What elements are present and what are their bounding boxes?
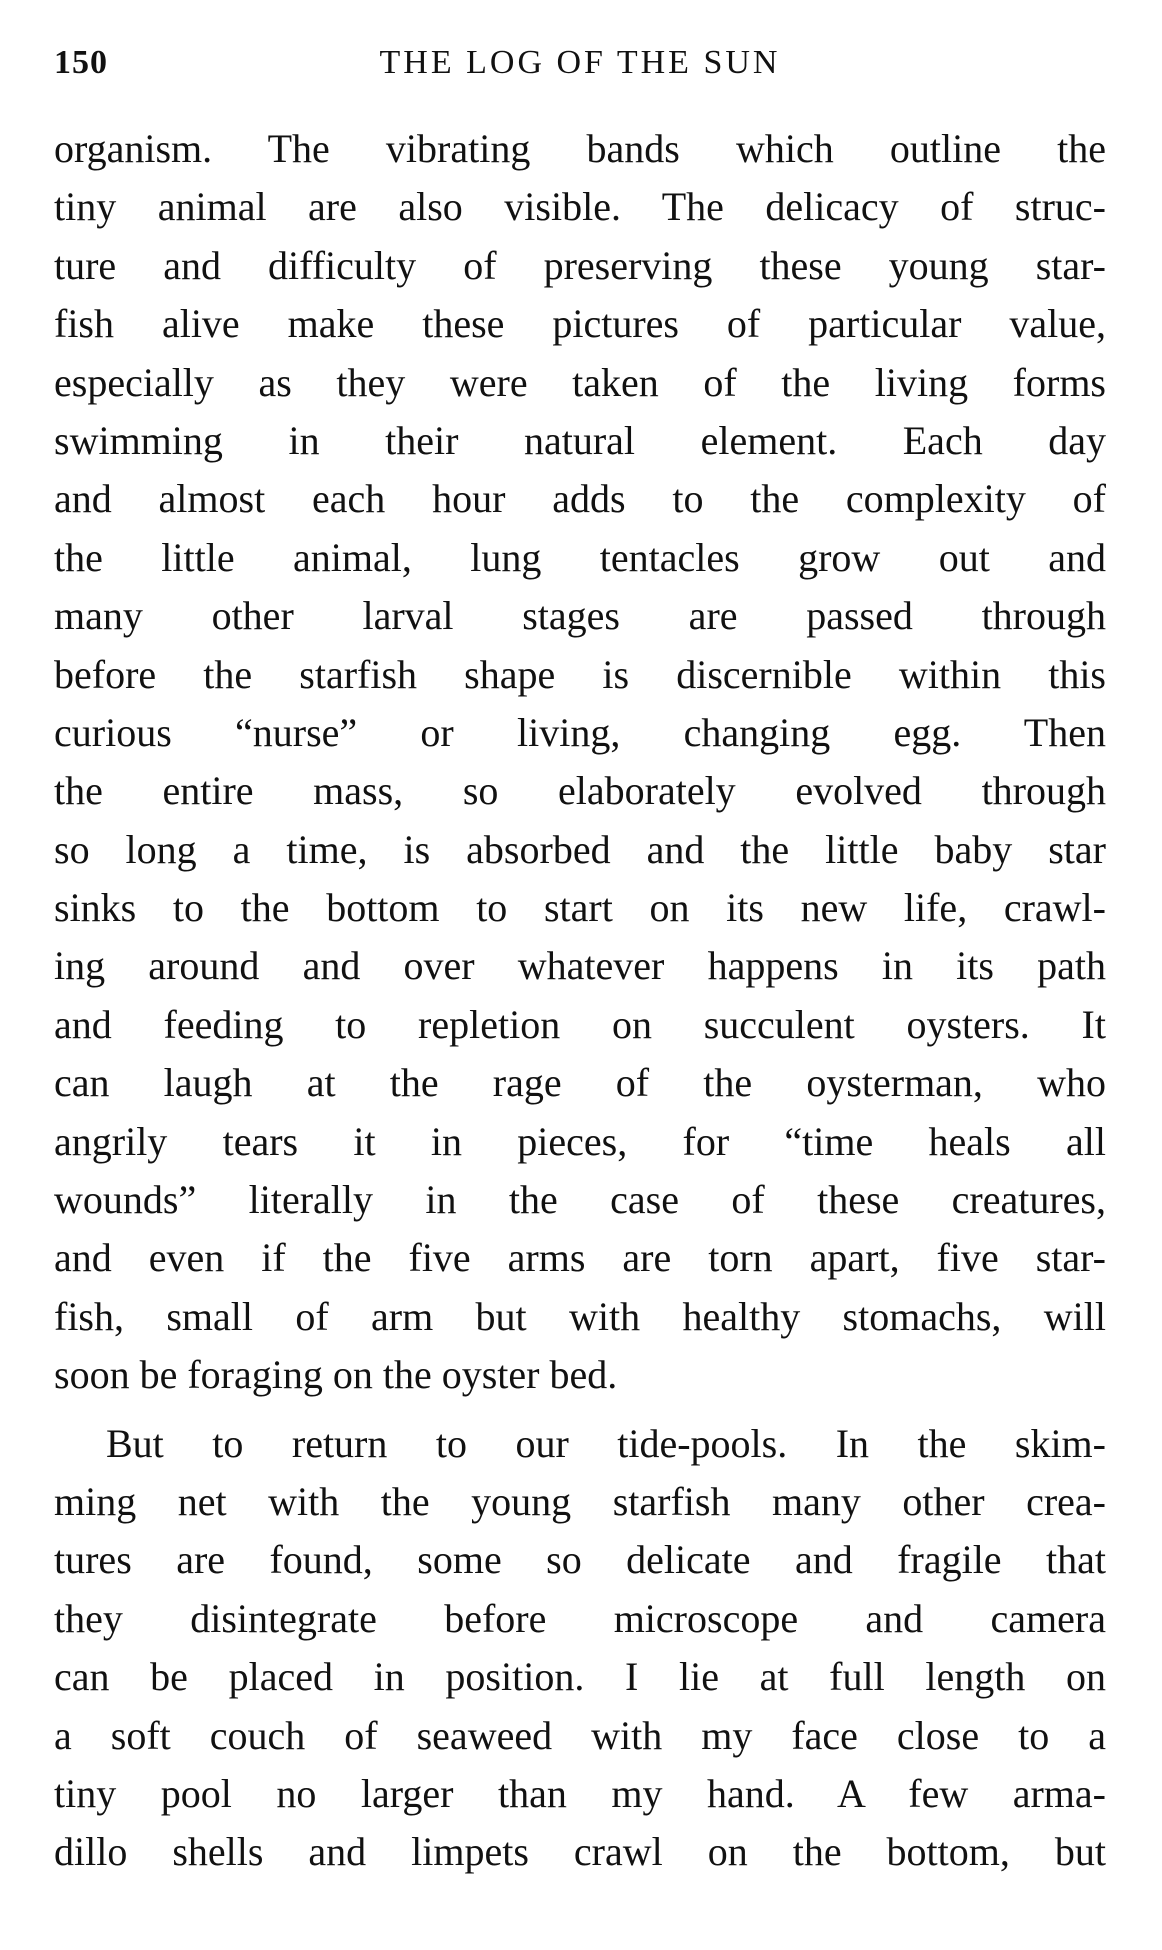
text-line: and feeding to repletion on succulent oysters. It (54, 1001, 1106, 1047)
text-line: curious “nurse” or living, changing egg. Then (54, 709, 1106, 755)
text-line: organism. The vibrating bands which outline the (54, 126, 1106, 171)
paragraph-gap (54, 1405, 1106, 1415)
text-line: they disintegrate before microscope and camera (54, 1595, 1106, 1641)
text-line: and almost each hour adds to the complexity of (54, 476, 1106, 522)
text-line: the entire mass, so elaborately evolved through (54, 768, 1106, 814)
text-line: tiny pool no larger than my hand. A few arma- (54, 1770, 1106, 1816)
text-line: can laugh at the rage of the oysterman, who (54, 1060, 1106, 1106)
body-text (54, 120, 1106, 1882)
text-line: many other larval stages are passed through (54, 593, 1106, 639)
text-line: wounds” literally in the case of these creatures, (54, 1177, 1106, 1223)
text-line: dillo shells and limpets crawl on the bottom, but (54, 1829, 1106, 1875)
text-line: tures are found, some so delicate and fragile that (54, 1537, 1106, 1583)
text-line: ing around and over whatever happens in its path (54, 943, 1106, 989)
text-line: ture and difficulty of preserving these young star- (54, 242, 1106, 288)
page-number: 150 (54, 44, 108, 81)
paragraph-1 (54, 120, 1106, 1405)
text-line: a soft couch of seaweed with my face close to a (54, 1712, 1106, 1758)
text-line: especially as they were taken of the living forms (54, 359, 1106, 405)
text-line: ming net with the young starfish many other crea- (54, 1478, 1106, 1524)
text-line: tiny animal are also visible. The delicacy of struc- (54, 184, 1106, 230)
text-line: can be placed in position. I lie at full length on (54, 1654, 1106, 1700)
text-line: fish alive make these pictures of particular value, (54, 301, 1106, 347)
text-line: so long a time, is absorbed and the little baby star (54, 826, 1106, 872)
running-head (54, 44, 1106, 96)
text-line: before the starfish shape is discernible within this (54, 651, 1106, 697)
running-title: THE LOG OF THE SUN (379, 44, 781, 81)
text-line: sinks to the bottom to start on its new life, crawl- (54, 885, 1106, 931)
text-line: angrily tears it in pieces, for “time heals all (54, 1118, 1106, 1164)
text-line: fish, small of arm but with healthy stomachs, will (54, 1293, 1106, 1339)
book-page (54, 44, 1106, 1882)
text-line: and even if the five arms are torn apart, five star- (54, 1235, 1106, 1281)
paragraph-2 (54, 1415, 1106, 1882)
text-line: But to return to our tide-pools. In the skim- (106, 1420, 1106, 1466)
text-line: soon be foraging on the oyster bed. (54, 1352, 618, 1398)
text-line: the little animal, lung tentacles grow out and (54, 534, 1106, 580)
text-line: swimming in their natural element. Each day (54, 417, 1106, 463)
